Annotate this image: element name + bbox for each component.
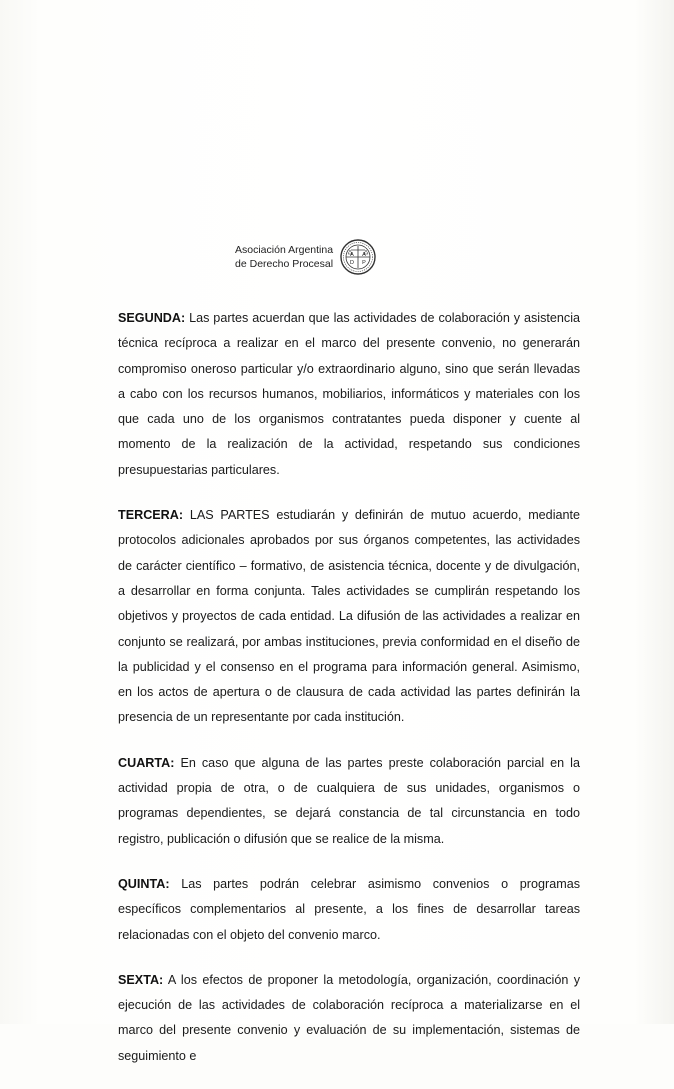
organization-name-line1: Asociación Argentina [235, 244, 334, 256]
seal-letter: A [362, 252, 366, 258]
seal-letter: D [350, 260, 355, 266]
clause-text: A los efectos de proponer la metodología, organización, coordinación y ejecución de las actividades de colaboración recíproca a materializarse en el marco del presente convenio y evaluación de su implementación, sistemas de seguimiento e [118, 972, 580, 1063]
clause-text: Las partes podrán celebrar asimismo convenios o programas específicos complementarios al presente, a los fines de desarrollar tareas relacionadas con el objeto del convenio marco. [118, 876, 580, 942]
clause-heading: QUINTA: [118, 876, 170, 891]
organization-name-line2: de Derecho Procesal [235, 258, 334, 270]
clause-quinta [118, 872, 580, 948]
clause-tercera [118, 503, 580, 731]
clause-heading: TERCERA: [118, 508, 184, 523]
clause-heading: SEXTA: [118, 972, 164, 987]
letterhead [235, 238, 377, 276]
document-body [118, 306, 580, 1089]
clause-text: En caso que alguna de las partes preste colaboración parcial en la actividad propia de otra, o de cualquiera de sus unidades, organismos o programas dependientes, se dejará constancia de tal circunstancia en todo registro, publicación o difusión que se realice de la misma. [118, 755, 580, 846]
organization-name [235, 243, 333, 271]
clause-heading: SEGUNDA: [118, 311, 186, 325]
clause-segunda [118, 306, 580, 483]
seal-letter: A [350, 252, 354, 258]
clause-sexta [118, 968, 580, 1069]
clause-heading: CUARTA: [118, 755, 175, 770]
seal-letter: P [362, 260, 366, 266]
seal-logo-icon [339, 238, 377, 276]
clause-text: LAS PARTES estudiarán y definirán de mutuo acuerdo, mediante protocolos adicionales aprobados por sus órganos competentes, las actividades de carácter científico – formativo, de asistencia técnica, docente y de divulgación, a desarrollar en forma conjunta. Tales actividades se cumplirán respetando los objetivos y proyectos de cada entidad. La difusión de las actividades a realizar en conjunto se realizará, por ambas instituciones, previa conformidad en el diseño de la publicidad y el consenso en el programa para información general. Asimismo, en los actos de apertura o de clausura de cada actividad las partes definirán la presencia de un representante por cada institución. [118, 508, 580, 725]
clause-cuarta [118, 751, 580, 852]
clause-text: Las partes acuerdan que las actividades de colaboración y asistencia técnica recíproca a realizar en el marco del presente convenio, no generarán compromiso oneroso particular y/o extraordinario alguno, sino que serán llevadas a cabo con los recursos humanos, mobiliarios, informáticos y materiales con los que cada uno de los organismos contratantes pueda disponer y cuente al momento de la realización de la actividad, respetando sus condiciones presupuestarias particulares. [118, 311, 580, 477]
